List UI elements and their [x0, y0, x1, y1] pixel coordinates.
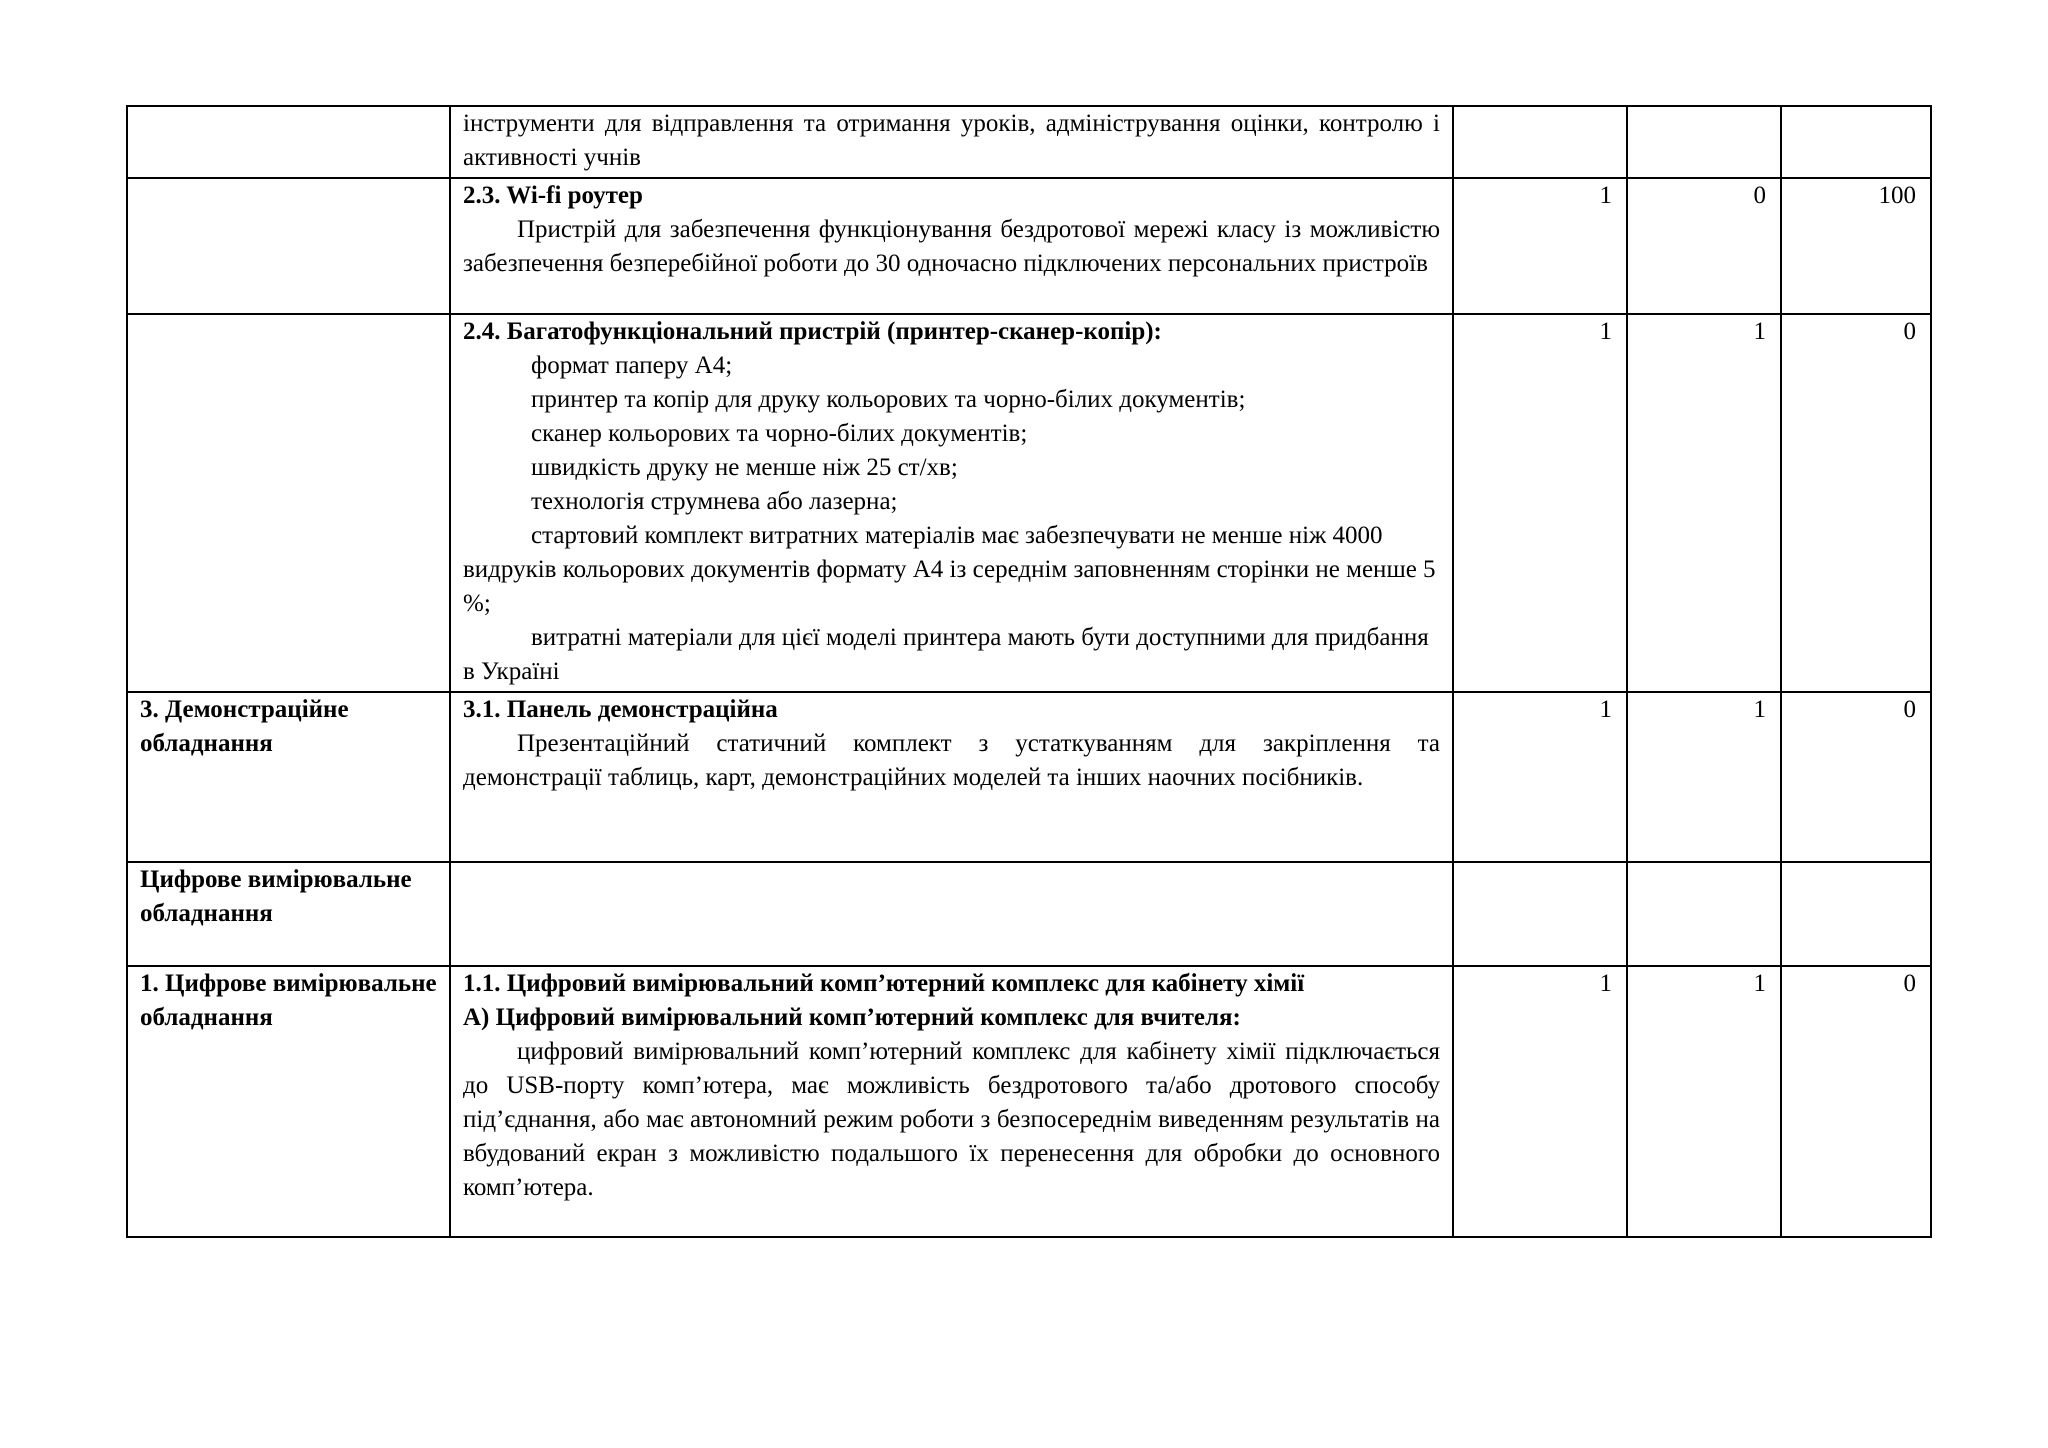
spec-item: витратні матеріали для цієї моделі принтера мають бути доступними для придбання в Україні — [463, 624, 1429, 685]
quantity-cell-1: 1 — [1453, 692, 1627, 862]
description-cell — [450, 314, 1453, 692]
table-row — [127, 966, 1931, 1237]
quantity-cell-2: 0 — [1627, 178, 1781, 314]
item-title: 3.1. Панель демонстраційна — [463, 696, 778, 723]
spec-item: формат паперу А4; — [531, 352, 733, 379]
quantity-cell-1: 1 — [1453, 314, 1627, 692]
quantity-cell-2: 1 — [1627, 692, 1781, 862]
category-cell — [127, 106, 450, 178]
description-text: Презентаційний статичний комплект з устаткуванням для закріплення та демонстрації таблиць, карт, демонстраційних моделей та інших наочних посібників. — [463, 730, 1440, 791]
category-cell — [127, 178, 450, 314]
category-cell: 1. Цифрове вимірювальне обладнання — [127, 966, 450, 1237]
quantity-cell-1: 1 — [1453, 966, 1627, 1237]
category-cell: Цифрове вимірювальне обладнання — [127, 862, 450, 966]
quantity-cell-1 — [1453, 106, 1627, 178]
item-title: 1.1. Цифровий вимірювальний комп’ютерний комплекс для кабінету хімії — [463, 970, 1305, 997]
quantity-cell-2 — [1627, 106, 1781, 178]
category-cell — [127, 314, 450, 692]
category-cell: 3. Демонстраційне обладнання — [127, 692, 450, 862]
quantity-cell-3 — [1781, 862, 1931, 966]
description-cell — [450, 106, 1453, 178]
description-cell — [450, 692, 1453, 862]
spec-item: принтер та копір для друку кольорових та чорно-білих документів; — [531, 386, 1246, 413]
description-text: Пристрій для забезпечення функціонування бездротової мережі класу із можливістю забезпечення безперебійної роботи до 30 одночасно підключених персональних пристроїв — [463, 216, 1440, 277]
quantity-cell-1: 1 — [1453, 178, 1627, 314]
spec-item: стартовий комплект витратних матеріалів має забезпечувати не менше ніж 4000 видруків кольорових документів формату А4 із середнім заповненням сторінки не менше 5 %; — [463, 522, 1436, 617]
item-subtitle: А) Цифровий вимірювальний комп’ютерний комплекс для вчителя: — [463, 1004, 1241, 1031]
table-row — [127, 314, 1931, 692]
spec-item: технологія струмнева або лазерна; — [531, 488, 898, 515]
quantity-cell-2: 1 — [1627, 966, 1781, 1237]
item-title: 2.3. Wi-fi роутер — [463, 182, 643, 209]
quantity-cell-3: 100 — [1781, 178, 1931, 314]
table-row — [127, 178, 1931, 314]
description-text: інструменти для відправлення та отримання уроків, адміністрування оцінки, контролю і активності учнів — [463, 110, 1440, 171]
description-text: цифровий вимірювальний комп’ютерний комплекс для кабінету хімії підключається до USB-порту комп’ютера, має можливість бездротового та/або дротового способу під’єднання, або має автономний режим роботи з безпосереднім виведенням результатів на вбудований екран з можливістю подальшого їх перенесення для обробки до основного комп’ютера. — [463, 1038, 1440, 1201]
table-row — [127, 106, 1931, 178]
equipment-table — [126, 105, 1932, 1238]
quantity-cell-1 — [1453, 862, 1627, 966]
spec-list — [463, 349, 1440, 689]
description-cell — [450, 862, 1453, 966]
table-row — [127, 692, 1931, 862]
spec-item: швидкість друку не менше ніж 25 ст/хв; — [531, 454, 958, 481]
quantity-cell-2 — [1627, 862, 1781, 966]
quantity-cell-3: 0 — [1781, 692, 1931, 862]
table-row — [127, 862, 1931, 966]
quantity-cell-3 — [1781, 106, 1931, 178]
quantity-cell-2: 1 — [1627, 314, 1781, 692]
description-cell — [450, 178, 1453, 314]
quantity-cell-3: 0 — [1781, 966, 1931, 1237]
quantity-cell-3: 0 — [1781, 314, 1931, 692]
description-cell — [450, 966, 1453, 1237]
item-title: 2.4. Багатофункціональний пристрій (принтер-сканер-копір): — [463, 318, 1162, 345]
spec-item: сканер кольорових та чорно-білих документів; — [531, 420, 1028, 447]
